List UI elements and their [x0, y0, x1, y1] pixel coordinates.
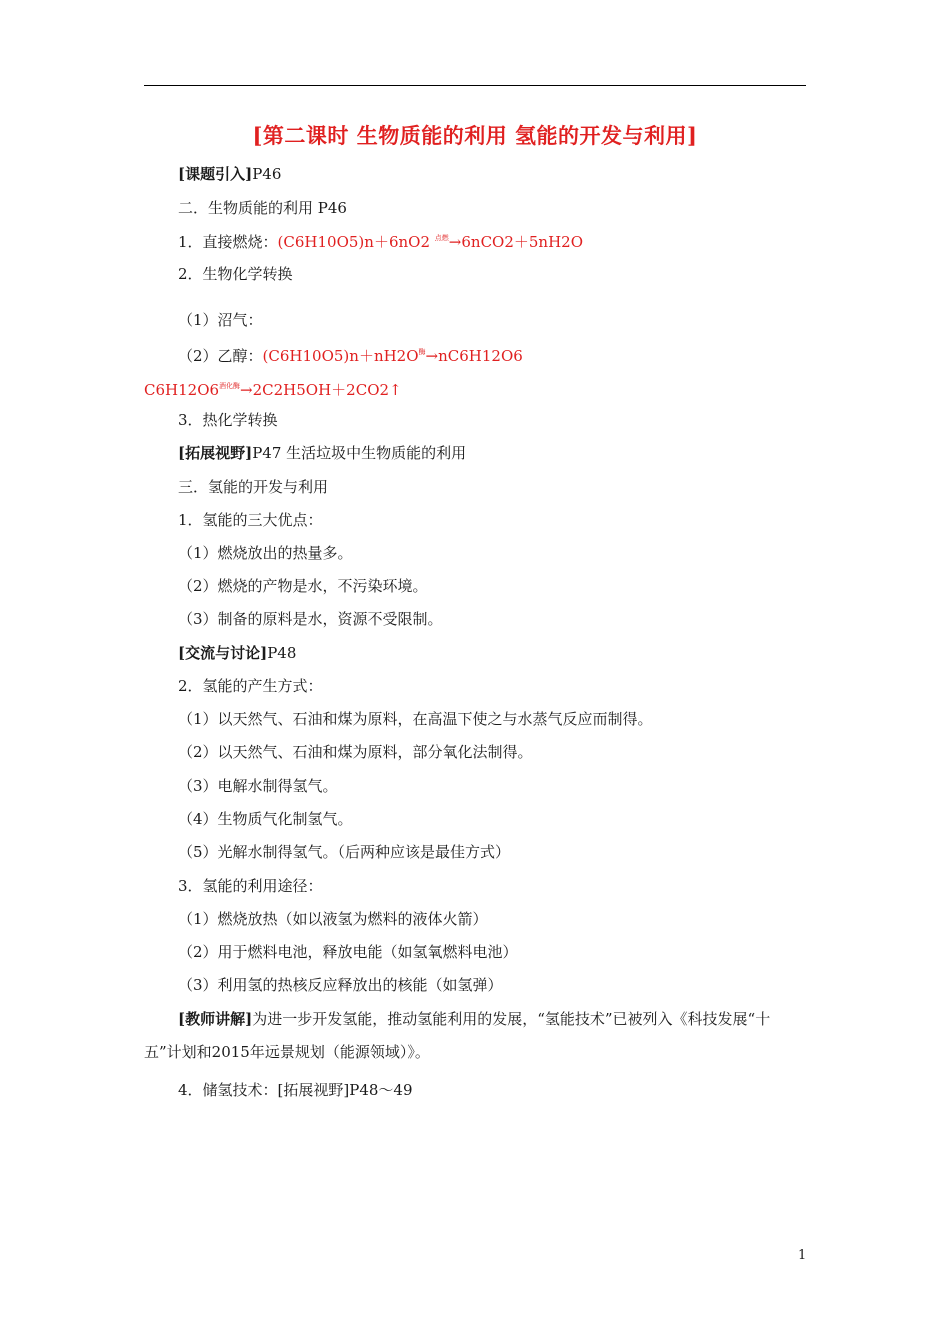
production-4: （4）生物质气化制氢气。 [178, 810, 353, 828]
equation-3-condition: 酒化酶 [219, 382, 241, 390]
discuss-ref: P48 [267, 644, 297, 662]
ethanol-label: （2）乙醇： [178, 347, 263, 365]
advantage-3: （3）制备的原料是水，资源不受限制。 [178, 610, 443, 628]
discuss-tag: [交流与讨论] [178, 644, 268, 662]
direct-combustion-line [178, 232, 583, 255]
intro-tag: [课题引入] [178, 165, 253, 183]
expand-tag: [拓展视野] [178, 444, 253, 462]
usage-heading: 3．氢能的利用途径： [178, 877, 323, 895]
teacher-text: 为进一步开发氢能，推动氢能利用的发展，“氢能技术”已被列入《科技发展“十五”计划和2015年远景规划（能源领域）》。 [144, 1010, 771, 1061]
advantage-2: （2）燃烧的产物是水，不污染环境。 [178, 577, 428, 595]
expand-line [178, 443, 466, 463]
teacher-paragraph [144, 1003, 806, 1069]
reaction-arrow: → [448, 233, 462, 251]
section-3-heading: 三．氢能的开发与利用 [178, 478, 329, 496]
fermentation-line [144, 380, 402, 403]
production-2: （2）以天然气、石油和煤为原料，部分氧化法制得。 [178, 743, 533, 761]
intro-line [178, 164, 281, 184]
page-number: 1 [798, 1248, 807, 1263]
storage-line: 4．储氢技术：[拓展视野]P48～49 [178, 1081, 413, 1099]
biochem-heading: 2．生物化学转换 [178, 265, 293, 283]
usage-2: （2）用于燃料电池，释放电能（如氢氧燃料电池） [178, 943, 518, 961]
equation-3-left: C6H12O6 [144, 381, 220, 399]
advantage-1: （1）燃烧放出的热量多。 [178, 544, 353, 562]
equation-2-right: nC6H12O6 [438, 347, 523, 365]
usage-1: （1）燃烧放热（如以液氢为燃料的液体火箭） [178, 910, 488, 928]
production-1: （1）以天然气、石油和煤为原料，在高温下使之与水蒸气反应而制得。 [178, 710, 653, 728]
equation-1-right: 6nCO2＋5nH2O [461, 233, 584, 251]
direct-combustion-label: 1．直接燃烧： [178, 233, 278, 251]
advantages-heading: 1．氢能的三大优点： [178, 511, 323, 529]
equation-1-condition: 点燃 [434, 234, 449, 242]
reaction-arrow: → [425, 347, 439, 365]
production-5: （5）光解水制得氢气。（后两种应该是最佳方式） [178, 843, 511, 861]
production-heading: 2．氢能的产生方式： [178, 677, 323, 695]
biogas-line: （1）沼气： [178, 311, 263, 329]
equation-3-right: 2C2H5OH＋2CO2↑ [252, 381, 402, 399]
section-2-heading: 二．生物质能的利用 P46 [178, 199, 347, 217]
page-title: [第二课时 生物质能的利用 氢能的开发与利用] [252, 123, 698, 148]
thermochem-heading: 3．热化学转换 [178, 411, 278, 429]
teacher-tag: [教师讲解] [178, 1010, 253, 1028]
ethanol-line [178, 346, 523, 369]
header-rule [144, 85, 806, 86]
equation-2-left: (C6H10O5)n＋nH2O [262, 347, 419, 365]
production-3: （3）电解水制得氢气。 [178, 777, 338, 795]
expand-text: P47 生活垃圾中生物质能的利用 [252, 444, 467, 462]
intro-ref: P46 [252, 165, 282, 183]
equation-1-left: (C6H10O5)n＋6nO2 [277, 233, 430, 251]
equation-2-condition: 酶 [418, 348, 426, 356]
usage-3: （3）利用氢的热核反应释放出的核能（如氢弹） [178, 976, 503, 994]
reaction-arrow: → [240, 381, 253, 399]
discuss-line [178, 643, 296, 663]
